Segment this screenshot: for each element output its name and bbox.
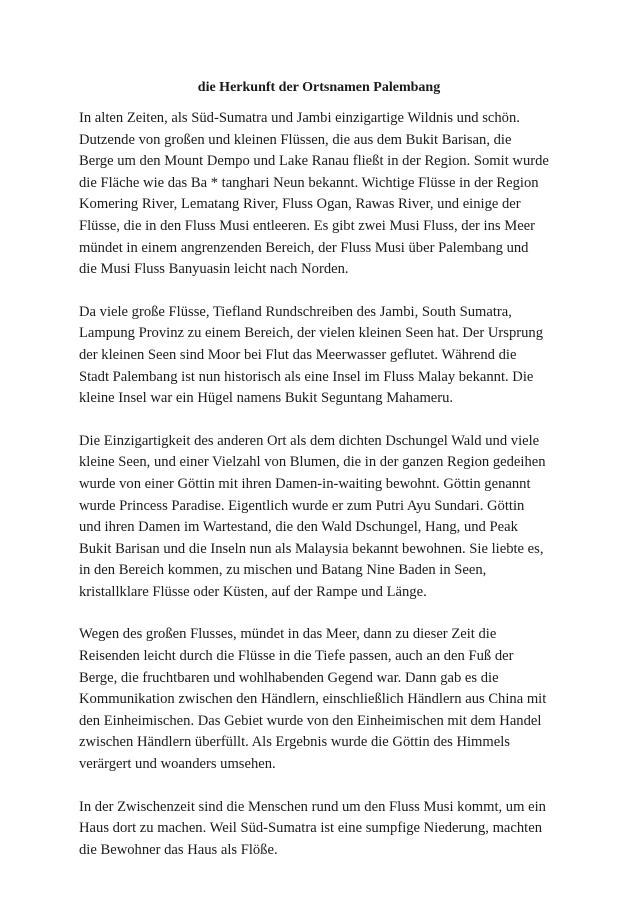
- paragraph-5: [79, 797, 599, 862]
- text-line: In der Zwischenzeit sind die Menschen rund um den Fluss Musi kommt, um ein: [79, 798, 546, 815]
- text-line: Reisenden leicht durch die Flüsse in die Tiefe passen, auch an den Fuß der: [79, 648, 514, 665]
- text-line: und ihren Damen im Wartestand, die den Wald Dschungel, Hang, und Peak: [79, 519, 518, 536]
- text-line: Berge, die fruchtbaren und wohlhabenden Gegend war. Dann gab es die: [79, 669, 499, 686]
- document-title: die Herkunft der Ortsnamen Palembang: [197, 80, 441, 95]
- text-line: Flüsse, die in den Fluss Musi entleeren. Es gibt zwei Musi Fluss, der ins Meer: [79, 217, 536, 234]
- text-line: die Bewohner das Haus als Flöße.: [79, 841, 278, 858]
- document-body: [79, 108, 599, 882]
- text-line: In alten Zeiten, als Süd-Sumatra und Jambi einzigartige Wildnis und schön.: [79, 110, 520, 126]
- paragraph-2: [79, 302, 599, 410]
- paragraph-4: [79, 624, 599, 775]
- text-line: wurde Princess Paradise. Eigentlich wurde er zum Putri Ayu Sundari. Göttin: [79, 497, 525, 514]
- text-line: Berge um den Mount Dempo und Lake Ranau fließt in der Region. Somit wurde: [79, 153, 549, 170]
- text-line: Haus dort zu machen. Weil Süd-Sumatra ist eine sumpfige Niederung, machten: [79, 820, 543, 837]
- text-line: Kommunikation zwischen den Händlern, einschließlich Händlern aus China mit: [79, 691, 547, 708]
- text-line: Stadt Palembang ist nun historisch als eine Insel im Fluss Malay bekannt. Die: [79, 368, 534, 385]
- text-line: der kleinen Seen sind Moor bei Flut das Meerwasser geflutet. Während die: [79, 346, 517, 363]
- text-line: die Musi Fluss Banyuasin leicht nach Norden.: [79, 261, 349, 278]
- paragraph-3: [79, 431, 599, 604]
- text-line: kleine Insel war ein Hügel namens Bukit Seguntang Mahameru.: [79, 390, 454, 407]
- text-line: zwischen Händlern überfüllt. Als Ergebnis wurde die Göttin des Himmels: [79, 734, 510, 751]
- text-line: Lampung Provinz zu einem Bereich, der vielen kleinen Seen hat. Der Ursprung: [79, 325, 544, 342]
- text-line: kristallklare Flüsse oder Küsten, auf der Rampe und Länge.: [79, 583, 427, 600]
- text-line: verärgert und woanders umsehen.: [79, 756, 276, 773]
- text-line: Bukit Barisan und die Inseln nun als Malaysia bekannt bewohnen. Sie liebte es,: [79, 540, 544, 557]
- text-line: wurde von einer Göttin mit ihren Damen-in-waiting bewohnt. Göttin genannt: [79, 475, 531, 492]
- text-line: die Fläche wie das Ba * tanghari Neun bekannt. Wichtige Flüsse in der Region: [79, 174, 539, 191]
- text-line: in den Bereich kommen, zu mischen und Batang Nine Baden in Seen,: [79, 562, 487, 579]
- paragraph-1: [79, 108, 599, 281]
- text-line: Wegen des großen Flusses, mündet in das Meer, dann zu dieser Zeit die: [79, 626, 497, 643]
- text-line: mündet in einem angrenzenden Bereich, der Fluss Musi über Palembang und: [79, 239, 529, 256]
- text-line: den Einheimischen. Das Gebiet wurde von den Einheimischen mit dem Handel: [79, 712, 542, 729]
- text-line: Komering River, Lematang River, Fluss Ogan, Rawas River, und einige der: [79, 196, 521, 213]
- text-line: kleine Seen, und einer Vielzahl von Blumen, die in der ganzen Region gedeihen: [79, 454, 546, 471]
- text-line: Dutzende von großen und kleinen Flüssen, die aus dem Bukit Barisan, die: [79, 131, 512, 148]
- text-line: Da viele große Flüsse, Tiefland Rundschreiben des Jambi, South Sumatra,: [79, 303, 512, 320]
- text-line: Die Einzigartigkeit des anderen Ort als dem dichten Dschungel Wald und viele: [79, 432, 540, 449]
